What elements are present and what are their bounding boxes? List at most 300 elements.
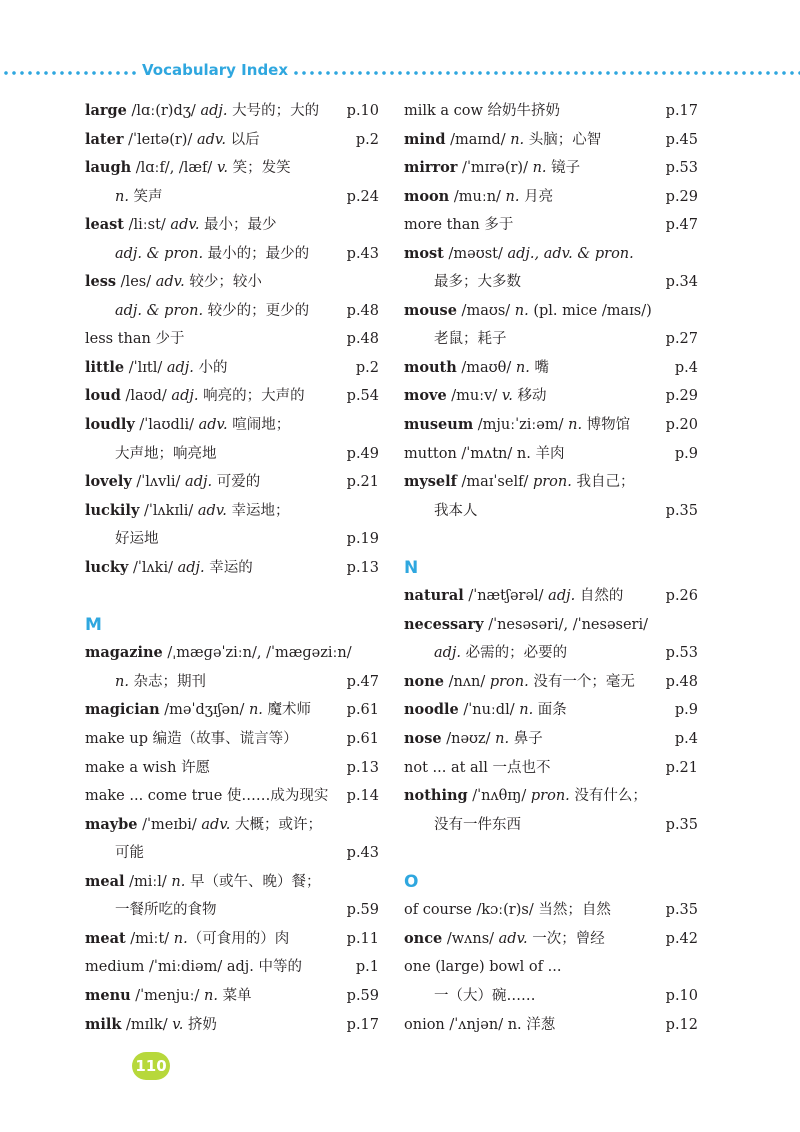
entry-text	[434, 268, 521, 297]
entry-page-ref: p.47	[346, 673, 379, 690]
entry-definition: 我自己；	[571, 474, 635, 491]
entry-definition: 大号的；大的	[227, 103, 320, 119]
entry-page-ref: p.14	[346, 788, 379, 805]
entry-text	[85, 154, 291, 183]
entry-headword: menu	[85, 986, 131, 1004]
entry-part-of-speech: v.	[216, 160, 229, 177]
entry-text	[85, 211, 277, 240]
entry-text	[115, 183, 163, 212]
page-number-badge: 110	[132, 1052, 170, 1080]
entry-definition: (pl. mice /maɪs/)	[528, 302, 652, 319]
entry-page-ref: p.29	[665, 388, 698, 405]
entry-part-of-speech: n.	[204, 987, 218, 1004]
index-entry	[85, 440, 379, 469]
entry-definition: 杂志；期刊	[128, 673, 207, 690]
entry-page-ref: p.17	[665, 103, 698, 119]
entry-text	[85, 925, 289, 954]
entry-page-ref: p.48	[346, 302, 379, 319]
entry-headword: nothing	[404, 787, 468, 805]
index-entry	[85, 868, 379, 897]
entry-part-of-speech: n.	[115, 188, 129, 205]
entry-headword: nose	[404, 730, 442, 748]
entry-pronunciation: /ˈleɪtə(r)/	[123, 131, 197, 148]
entry-page-ref: p.35	[665, 502, 698, 519]
entry-page-ref: p.4	[674, 359, 698, 376]
header-bar	[0, 60, 800, 84]
entry-headword: moon	[404, 187, 450, 205]
entry-pronunciation: /muːv/	[446, 388, 502, 405]
entry-text	[85, 468, 260, 497]
entry-definition: 没有一个；毫无	[528, 673, 635, 690]
entry-text	[434, 811, 521, 840]
entry-definition: 博物馆	[582, 417, 631, 434]
index-entry	[404, 126, 698, 155]
entry-part-of-speech: adj. & pron.	[115, 302, 204, 319]
entry-page-ref: p.21	[346, 474, 379, 491]
index-entry	[85, 1011, 379, 1040]
entry-phrase: mutton /ˈmʌtn/ n. 羊肉	[404, 445, 565, 462]
index-entry	[404, 725, 698, 754]
index-entry	[404, 696, 698, 725]
entry-pronunciation: /liːst/	[124, 217, 171, 234]
entry-headword: laugh	[85, 159, 132, 177]
entry-text	[404, 582, 623, 611]
entry-definition: 鼻子	[509, 731, 543, 748]
entry-headword: magician	[85, 701, 160, 719]
entry-definition: 可能	[115, 845, 144, 862]
index-entry	[85, 896, 379, 925]
entry-text	[404, 411, 630, 440]
index-entry	[404, 668, 698, 697]
entry-part-of-speech: n.	[505, 188, 520, 205]
index-entry	[404, 896, 698, 925]
entry-page-ref: p.12	[665, 1016, 698, 1033]
entry-text	[404, 211, 513, 240]
index-entry	[85, 411, 379, 440]
index-entry	[85, 554, 379, 583]
entry-definition: 较少；较小	[184, 274, 262, 291]
entry-definition: 月亮	[519, 188, 554, 205]
section-gap	[404, 839, 698, 868]
entry-headword: little	[85, 358, 125, 376]
index-entry	[404, 611, 698, 640]
entry-definition: 大声地；响亮地	[115, 445, 217, 462]
entry-definition: 嘴	[529, 359, 549, 376]
index-entry	[85, 696, 379, 725]
entry-definition: 早（或午、晚）餐；	[185, 873, 321, 890]
entry-page-ref: p.29	[665, 188, 698, 205]
index-entry	[404, 1011, 698, 1040]
page-title: Vocabulary Index	[142, 61, 289, 79]
entry-part-of-speech: v.	[501, 388, 513, 405]
entry-pronunciation: /laʊd/	[120, 388, 172, 405]
entry-text	[404, 754, 551, 783]
entry-pronunciation: /mjuːˈziːəm/	[473, 417, 569, 434]
entry-part-of-speech: adj.	[200, 103, 228, 119]
entry-part-of-speech: n.	[510, 131, 525, 148]
index-entry	[404, 497, 698, 526]
entry-pronunciation: /ˈnʌθɪŋ/	[467, 788, 531, 805]
index-entry	[404, 982, 698, 1011]
entry-part-of-speech: pron.	[532, 474, 572, 491]
entry-page-ref: p.49	[346, 445, 379, 462]
entry-page-ref: p.13	[346, 559, 379, 576]
index-entry	[404, 754, 698, 783]
entry-definition: 一（大）碗……	[434, 987, 536, 1004]
entry-headword: loudly	[85, 416, 135, 434]
entry-text	[404, 782, 647, 811]
entry-part-of-speech: adj.	[185, 474, 213, 491]
entry-definition: 大概；或许；	[230, 816, 323, 833]
entry-part-of-speech: n.	[171, 873, 186, 890]
entry-text	[85, 1011, 217, 1040]
index-entry	[404, 240, 698, 269]
entry-page-ref: p.2	[355, 131, 379, 148]
entry-text	[85, 811, 322, 840]
entry-part-of-speech: adj.	[166, 359, 194, 376]
index-entry	[85, 525, 379, 554]
entry-pronunciation: /maɪnd/	[445, 131, 511, 148]
index-entry	[85, 382, 379, 411]
entry-page-ref: p.59	[346, 902, 379, 919]
entry-headword: mouth	[404, 358, 457, 376]
entry-text	[115, 896, 217, 925]
index-entry	[85, 925, 379, 954]
entry-phrase: onion /ˈʌnjən/ n. 洋葱	[404, 1016, 556, 1033]
entry-definition: 我本人	[434, 502, 478, 519]
entry-headword: mouse	[404, 301, 457, 319]
section-gap	[85, 582, 379, 611]
entry-text	[115, 525, 159, 554]
entry-part-of-speech: pron.	[489, 673, 529, 690]
index-entry	[85, 725, 379, 754]
entry-definition: 喧闹地；	[227, 417, 291, 434]
entry-phrase: less than 少于	[85, 331, 185, 348]
index-entry	[85, 354, 379, 383]
entry-headword: less	[85, 273, 117, 291]
index-entry	[404, 183, 698, 212]
index-entry	[85, 497, 379, 526]
index-entry	[85, 126, 379, 155]
entry-headword: noodle	[404, 701, 459, 719]
entry-pronunciation: /ˈnætʃərəl/	[463, 588, 549, 605]
entry-text	[404, 896, 611, 925]
entry-pronunciation: /ˈmeɪbi/	[137, 816, 202, 833]
entry-part-of-speech: n.	[173, 930, 188, 947]
entry-text	[404, 468, 634, 497]
entry-text	[404, 297, 652, 326]
entry-text	[404, 725, 543, 754]
entry-definition: 以后	[225, 131, 260, 148]
entry-text	[115, 839, 144, 868]
entry-pronunciation: /ˈnuːdl/	[458, 702, 520, 719]
entry-page-ref: p.4	[674, 731, 698, 748]
header-dots-left	[2, 71, 140, 75]
index-entry	[404, 297, 698, 326]
index-entry	[404, 97, 698, 126]
entry-headword: large	[85, 102, 127, 119]
entry-pronunciation: /mɪlk/	[121, 1016, 173, 1033]
entry-headword: museum	[404, 416, 474, 434]
entry-page-ref: p.47	[665, 217, 698, 234]
entry-pronunciation: /lɑːf/, /læf/	[131, 160, 217, 177]
entry-text	[404, 440, 564, 469]
entry-page-ref: p.21	[665, 759, 698, 776]
entry-text	[85, 782, 328, 811]
section-gap	[404, 525, 698, 554]
index-entry	[404, 782, 698, 811]
entry-definition: 幸运地；	[226, 502, 290, 519]
index-entry	[404, 639, 698, 668]
entry-page-ref: p.35	[665, 816, 698, 833]
entry-text	[85, 725, 298, 754]
entry-part-of-speech: v.	[172, 1016, 184, 1033]
entry-text	[85, 754, 210, 783]
entry-part-of-speech: adv.	[201, 816, 231, 833]
entry-pronunciation: /ˈlʌvli/	[131, 474, 186, 491]
entry-part-of-speech: n.	[515, 359, 530, 376]
index-entry	[404, 211, 698, 240]
entry-phrase: one (large) bowl of ...	[404, 959, 562, 976]
index-entry	[85, 639, 379, 668]
entry-text	[404, 611, 648, 640]
entry-headword: later	[85, 130, 124, 148]
entry-text	[434, 982, 536, 1011]
right-column	[404, 97, 698, 1039]
entry-page-ref: p.61	[346, 702, 379, 719]
entry-text	[115, 668, 206, 697]
entry-pronunciation: /wʌns/	[442, 930, 499, 947]
entry-part-of-speech: adv.	[155, 274, 185, 291]
entry-text	[404, 382, 547, 411]
index-entry	[404, 325, 698, 354]
entry-text	[85, 639, 352, 668]
entry-page-ref: p.9	[674, 702, 698, 719]
index-entry	[404, 382, 698, 411]
entry-definition: 幸运的	[204, 559, 253, 576]
entry-definition: 小的	[193, 359, 228, 376]
entry-text	[85, 354, 228, 383]
index-entry	[404, 468, 698, 497]
entry-headword: lovely	[85, 473, 132, 491]
entry-pronunciation: /lɑː(r)dʒ/	[126, 103, 201, 119]
entry-definition: 笑；发笑	[228, 160, 291, 177]
entry-headword: maybe	[85, 815, 138, 833]
entry-definition: 最小的；最少的	[203, 245, 310, 262]
entry-headword: move	[404, 387, 447, 405]
entry-definition: 挤奶	[183, 1016, 217, 1033]
entry-pronunciation: /ˈlʌkɪli/	[139, 502, 198, 519]
index-entry	[404, 411, 698, 440]
entry-page-ref: p.10	[346, 103, 379, 119]
entry-text	[434, 497, 478, 526]
entry-text	[85, 953, 302, 982]
entry-definition: 较少的；更少的	[203, 302, 310, 319]
entry-page-ref: p.17	[346, 1016, 379, 1033]
entry-text	[85, 696, 311, 725]
entry-pronunciation: /məʊst/	[443, 245, 508, 262]
entry-definition: 没有什么；	[569, 788, 647, 805]
entry-definition: 自然的	[575, 588, 624, 605]
entry-pronunciation: /ˌmæɡəˈziːn/, /ˈmæɡəziːn/	[162, 645, 352, 662]
entry-text	[404, 240, 634, 269]
index-entry	[85, 754, 379, 783]
entry-page-ref: p.61	[346, 731, 379, 748]
entry-part-of-speech: n.	[514, 302, 529, 319]
entry-part-of-speech: adj.	[177, 559, 205, 576]
entry-text	[85, 325, 184, 354]
entry-text	[404, 354, 549, 383]
entry-definition: 响亮的；大声的	[198, 388, 305, 405]
entry-headword: none	[404, 672, 444, 690]
entry-part-of-speech: adv.	[198, 417, 228, 434]
entry-pronunciation: /maʊs/	[456, 302, 515, 319]
entry-part-of-speech: n.	[568, 417, 583, 434]
entry-phrase: not ... at all 一点也不	[404, 759, 551, 776]
entry-headword: mirror	[404, 159, 458, 177]
entry-phrase: make ... come true 使……成为现实	[85, 788, 329, 805]
entry-page-ref: p.20	[665, 417, 698, 434]
entry-headword: magazine	[85, 644, 163, 662]
entry-page-ref: p.42	[665, 930, 698, 947]
entry-page-ref: p.59	[346, 987, 379, 1004]
entry-definition: 没有一件东西	[434, 816, 521, 833]
index-entry	[85, 668, 379, 697]
entry-page-ref: p.34	[665, 274, 698, 291]
entry-pronunciation: /muːn/	[449, 188, 506, 205]
entry-headword: necessary	[404, 615, 484, 633]
entry-text	[434, 325, 507, 354]
entry-pronunciation: /ˈlʌki/	[128, 559, 178, 576]
entry-headword: most	[404, 244, 444, 262]
entry-text	[115, 440, 217, 469]
entry-definition: （可食用的）肉	[187, 930, 290, 947]
index-entry	[85, 297, 379, 326]
entry-pronunciation: /məˈdʒɪʃən/	[159, 702, 249, 719]
entry-text	[115, 297, 309, 326]
left-column	[85, 97, 379, 1039]
entry-headword: least	[85, 216, 124, 234]
entry-headword: meat	[85, 929, 126, 947]
entry-part-of-speech: adv.	[196, 131, 226, 148]
entry-definition: 一餐所吃的食物	[115, 902, 217, 919]
entry-headword: mind	[404, 130, 446, 148]
entry-page-ref: p.19	[346, 531, 379, 548]
entry-text	[115, 240, 309, 269]
entry-definition: 可爱的	[212, 474, 261, 491]
entry-text	[404, 925, 605, 954]
entry-page-ref: p.48	[346, 331, 379, 348]
entry-text	[404, 668, 635, 697]
entry-page-ref: p.54	[346, 388, 379, 405]
index-entry	[404, 811, 698, 840]
entry-definition: 必需的；必要的	[461, 645, 568, 662]
entry-definition: 老鼠；耗子	[434, 331, 507, 348]
index-entry	[404, 440, 698, 469]
entry-definition: 移动	[512, 388, 547, 405]
index-entry	[404, 354, 698, 383]
index-entry	[85, 325, 379, 354]
entry-part-of-speech: n.	[115, 673, 129, 690]
entry-part-of-speech: adv.	[197, 502, 227, 519]
entry-text	[404, 154, 580, 183]
entry-text	[404, 183, 553, 212]
index-entry	[85, 782, 379, 811]
entry-headword: lucky	[85, 558, 129, 576]
entry-headword: milk	[85, 1015, 122, 1033]
entry-page-ref: p.11	[346, 930, 379, 947]
entry-part-of-speech: n.	[248, 702, 263, 719]
entry-headword: once	[404, 929, 443, 947]
entry-pronunciation: /nʌn/	[443, 673, 490, 690]
index-entry	[85, 240, 379, 269]
entry-definition: 最小；最少	[199, 217, 277, 234]
entry-definition: 魔术师	[262, 702, 311, 719]
entry-part-of-speech: n.	[532, 160, 547, 177]
entry-text	[404, 97, 560, 126]
entry-part-of-speech: pron.	[530, 788, 570, 805]
entry-page-ref: p.13	[346, 759, 379, 776]
entry-pronunciation: /ˈlɪtl/	[124, 359, 167, 376]
entry-headword: natural	[404, 587, 464, 605]
entry-headword: loud	[85, 387, 121, 405]
entry-text	[404, 696, 567, 725]
entry-definition: 好运地	[115, 531, 159, 548]
entry-page-ref: p.53	[665, 160, 698, 177]
entry-pronunciation: /ˈmenjuː/	[130, 987, 205, 1004]
entry-phrase: make up 编造（故事、谎言等）	[85, 731, 298, 748]
entry-definition: 一次；曾经	[527, 930, 605, 947]
entry-part-of-speech: adv.	[170, 217, 200, 234]
section-letter: O	[404, 871, 419, 892]
entry-page-ref: p.53	[665, 645, 698, 662]
index-entry	[404, 582, 698, 611]
entry-page-ref: p.10	[665, 987, 698, 1004]
entry-part-of-speech: adj. & pron.	[115, 245, 204, 262]
index-entry	[85, 268, 379, 297]
entry-text	[85, 982, 252, 1011]
section-letter: M	[85, 614, 102, 635]
entry-pronunciation: /miːl/	[124, 873, 172, 890]
index-entry	[85, 839, 379, 868]
entry-text	[85, 554, 253, 583]
entry-text	[85, 268, 262, 297]
entry-phrase: medium /ˈmiːdiəm/ adj. 中等的	[85, 959, 302, 976]
entry-page-ref: p.35	[665, 902, 698, 919]
index-entry	[85, 211, 379, 240]
entry-phrase: milk a cow 给奶牛挤奶	[404, 103, 561, 119]
entry-text	[85, 868, 320, 897]
entry-pronunciation: /ˈlaʊdli/	[134, 417, 199, 434]
index-entry	[85, 183, 379, 212]
entry-headword: meal	[85, 872, 125, 890]
index-entry	[85, 154, 379, 183]
entry-page-ref: p.1	[355, 959, 379, 976]
entry-phrase: more than 多于	[404, 217, 514, 234]
index-entry	[85, 982, 379, 1011]
entry-page-ref: p.24	[346, 188, 379, 205]
header-dots-right	[292, 71, 800, 75]
entry-headword: luckily	[85, 501, 140, 519]
entry-page-ref: p.26	[665, 588, 698, 605]
entry-phrase: of course /kɔː(r)s/ 当然；自然	[404, 902, 611, 919]
entry-text	[404, 126, 601, 155]
index-entry	[404, 925, 698, 954]
entry-part-of-speech: adj.	[548, 588, 576, 605]
section-letter: N	[404, 557, 419, 578]
entry-pronunciation: /miːt/	[125, 930, 174, 947]
entry-page-ref: p.9	[674, 445, 698, 462]
